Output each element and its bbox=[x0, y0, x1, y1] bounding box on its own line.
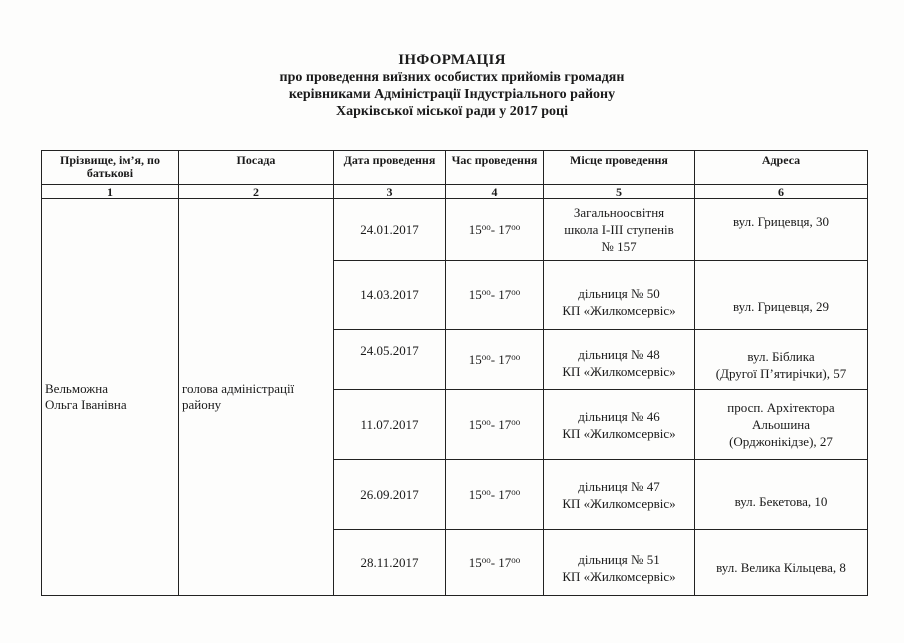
address-line: просп. Архітектора bbox=[727, 400, 835, 415]
time-end-minutes: оо bbox=[511, 486, 521, 497]
document-title: ІНФОРМАЦІЯ bbox=[398, 52, 506, 68]
date-cell: 14.03.2017 bbox=[334, 261, 446, 330]
place-line: дільниця № 47 bbox=[578, 478, 660, 494]
subtitle-line-3: Харківської міської ради у 2017 році bbox=[336, 104, 568, 119]
time-start: 15 bbox=[468, 416, 482, 432]
official-surname: Вельможна bbox=[45, 381, 108, 396]
date-cell: 24.01.2017 bbox=[334, 199, 446, 261]
column-header-place: Місце проведення bbox=[544, 151, 695, 185]
address-cell bbox=[695, 390, 868, 460]
column-number: 2 bbox=[179, 185, 334, 199]
place-line: КП «Жилкомсервіс» bbox=[562, 425, 676, 441]
subtitle-line-1: про проведення виїзних особистих прийомів громадян bbox=[279, 70, 625, 85]
date-cell: 28.11.2017 bbox=[334, 530, 446, 596]
time-cell bbox=[446, 330, 544, 390]
time-start-minutes: оо bbox=[481, 351, 491, 362]
time-end: - 17 bbox=[490, 486, 512, 502]
place-line: школа І-ІІІ ступенів bbox=[564, 222, 674, 237]
address-line: (Орджонікідзе), 27 bbox=[729, 434, 833, 449]
reception-schedule-table bbox=[41, 150, 868, 596]
place-line: дільниця № 51 bbox=[578, 551, 660, 567]
official-name-cell bbox=[42, 199, 179, 596]
column-number: 4 bbox=[446, 185, 544, 199]
time-cell bbox=[446, 261, 544, 330]
address-cell bbox=[695, 261, 868, 330]
time-start-minutes: оо bbox=[481, 287, 491, 297]
place-line: КП «Жилкомсервіс» bbox=[562, 303, 676, 318]
time-start: 15 bbox=[468, 554, 482, 570]
time-start-minutes: оо bbox=[481, 554, 491, 565]
place-cell bbox=[544, 460, 695, 530]
address-line: вул. Біблика bbox=[747, 348, 815, 364]
official-given-names: Ольга Іванівна bbox=[45, 397, 127, 412]
time-start: 15 bbox=[468, 221, 482, 237]
address-cell bbox=[695, 330, 868, 390]
place-cell bbox=[544, 330, 695, 390]
place-line: КП «Жилкомсервіс» bbox=[562, 495, 676, 511]
time-end-minutes: оо bbox=[511, 416, 521, 427]
time-cell bbox=[446, 199, 544, 261]
document-header bbox=[0, 52, 904, 120]
place-line: дільниця № 46 bbox=[578, 408, 660, 424]
time-end-minutes: оо bbox=[511, 221, 521, 232]
time-start: 15 bbox=[468, 486, 482, 502]
column-header-name: Прізвище, ім’я, по батькові bbox=[42, 151, 179, 185]
column-number: 3 bbox=[334, 185, 446, 199]
column-number: 1 bbox=[42, 185, 179, 199]
address-cell bbox=[695, 199, 868, 261]
column-header-address: Адреса bbox=[695, 151, 868, 185]
time-end-minutes: оо bbox=[511, 287, 521, 297]
time-start-minutes: оо bbox=[481, 486, 491, 497]
time-start-minutes: оо bbox=[481, 221, 491, 232]
address-line: Альошина bbox=[752, 417, 810, 432]
time-end: - 17 bbox=[490, 287, 512, 302]
place-cell bbox=[544, 530, 695, 596]
time-start: 15 bbox=[468, 351, 482, 367]
time-end: - 17 bbox=[490, 221, 512, 237]
time-end: - 17 bbox=[490, 416, 512, 432]
table-header-row bbox=[42, 151, 868, 185]
time-cell bbox=[446, 530, 544, 596]
place-cell bbox=[544, 199, 695, 261]
column-number: 6 bbox=[695, 185, 868, 199]
time-start-minutes: оо bbox=[481, 416, 491, 427]
table-row bbox=[42, 199, 868, 261]
address-line: (Другої П’ятирічки), 57 bbox=[715, 365, 847, 381]
place-line: КП «Жилкомсервіс» bbox=[562, 568, 676, 584]
date-cell: 24.05.2017 bbox=[334, 330, 446, 390]
time-start: 15 bbox=[468, 287, 482, 302]
address-line: вул. Велика Кільцева, 8 bbox=[716, 560, 846, 575]
subtitle-line-2: керівниками Адміністрації Індустріального району bbox=[288, 87, 616, 102]
place-line: КП «Жилкомсервіс» bbox=[562, 363, 676, 379]
address-line: вул. Грицевця, 30 bbox=[732, 214, 830, 229]
time-end-minutes: оо bbox=[511, 554, 521, 565]
place-line: Загальноосвітня bbox=[573, 205, 665, 220]
place-line: № 157 bbox=[601, 239, 637, 254]
column-header-time: Час проведення bbox=[446, 151, 544, 185]
time-end: - 17 bbox=[490, 554, 512, 570]
time-cell bbox=[446, 390, 544, 460]
place-line: дільниця № 50 bbox=[578, 286, 660, 301]
address-line: вул. Грицевця, 29 bbox=[732, 298, 830, 314]
column-header-position: Посада bbox=[179, 151, 334, 185]
date-cell: 11.07.2017 bbox=[334, 390, 446, 460]
time-end: - 17 bbox=[490, 351, 512, 367]
address-line: вул. Бекетова, 10 bbox=[734, 494, 828, 509]
place-line: дільниця № 48 bbox=[578, 346, 660, 362]
column-numbers-row bbox=[42, 185, 868, 199]
time-end-minutes: оо bbox=[511, 351, 521, 362]
time-cell bbox=[446, 460, 544, 530]
column-number: 5 bbox=[544, 185, 695, 199]
place-cell bbox=[544, 390, 695, 460]
column-header-date: Дата проведення bbox=[334, 151, 446, 185]
official-position-cell: голова адміністрації району bbox=[179, 199, 334, 596]
address-cell bbox=[695, 460, 868, 530]
place-cell bbox=[544, 261, 695, 330]
address-cell bbox=[695, 530, 868, 596]
date-cell: 26.09.2017 bbox=[334, 460, 446, 530]
